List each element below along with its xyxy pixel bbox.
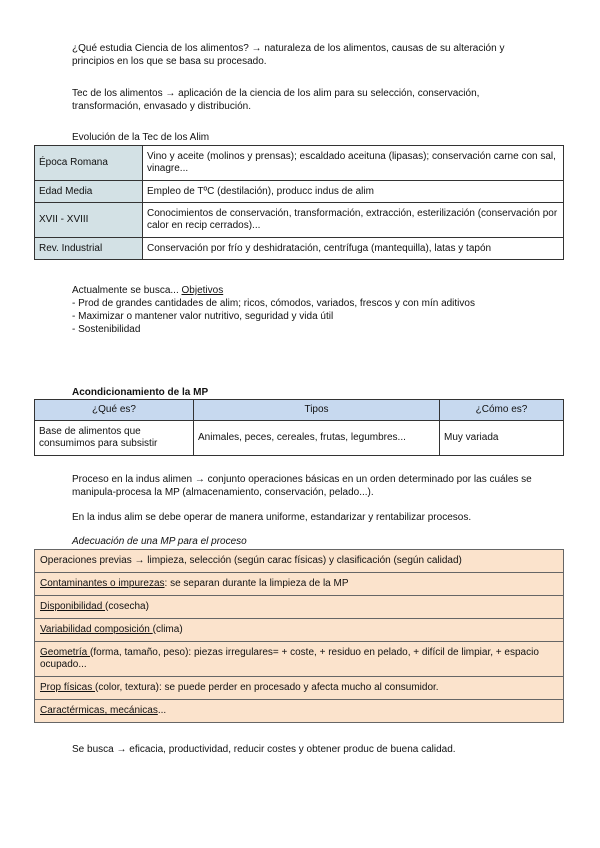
adecuacion-item: Variabilidad composición (clima) <box>35 619 564 642</box>
era-cell: Edad Media <box>35 181 143 203</box>
table-row <box>35 181 564 203</box>
goal-item: - Prod de grandes cantidades de alim; ricos, cómodos, variados, frescos y con mín aditivos <box>72 298 475 309</box>
era-description: Conocimientos de conservación, transformación, extracción, esterilización (conservación por calor en recip cerrados)... <box>143 203 564 238</box>
table-header-row <box>35 400 564 421</box>
mp-what-cell: Base de alimentos que consumimos para subsistir <box>35 421 194 456</box>
adecuacion-table <box>34 549 564 723</box>
era-cell: XVII - XVIII <box>35 203 143 238</box>
col-header-what: ¿Qué es? <box>35 400 194 421</box>
table-row <box>35 700 564 723</box>
era-cell: Rev. Industrial <box>35 238 143 260</box>
table-row <box>35 238 564 260</box>
era-description: Empleo de TºC (destilación), producc indus de alim <box>143 181 564 203</box>
mp-heading: Acondicionamiento de la MP <box>72 387 209 398</box>
intro-food-technology: Tec de los alimentos → aplicación de la ciencia de los alim para su selección, conservación, transformación, envasado y distribución. <box>72 88 480 112</box>
goal-item: - Sostenibilidad <box>72 324 141 335</box>
process-operation: En la indus alim se debe operar de manera uniforme, estandarizar y rentabilizar procesos. <box>72 512 472 523</box>
table-row <box>35 596 564 619</box>
table-row <box>35 573 564 596</box>
table-row <box>35 619 564 642</box>
era-description: Conservación por frío y deshidratación, centrífuga (mantequilla), latas y tapón <box>143 238 564 260</box>
adecuacion-item: Geometría (forma, tamaño, peso): piezas irregulares= + coste, + residuo en pelado, + difícil de limpiar, + espacio ocupado... <box>35 642 564 677</box>
adecuacion-caption: Adecuación de una MP para el proceso <box>72 536 247 547</box>
table-row <box>35 421 564 456</box>
table-row <box>35 677 564 700</box>
adecuacion-item: Caractérmicas, mecánicas... <box>35 700 564 723</box>
closing-statement: Se busca → eficacia, productividad, reducir costes y obtener produc de buena calidad. <box>72 744 456 755</box>
mp-types-cell: Animales, peces, cereales, frutas, legumbres... <box>194 421 440 456</box>
adecuacion-item: Prop físicas (color, textura): se puede perder en procesado y afecta mucho al consumidor. <box>35 677 564 700</box>
mp-how-cell: Muy variada <box>440 421 564 456</box>
evolution-caption: Evolución de la Tec de los Alim <box>72 132 210 143</box>
evolution-table <box>34 145 564 260</box>
adecuacion-item: Disponibilidad (cosecha) <box>35 596 564 619</box>
goals-block <box>72 284 542 336</box>
table-row <box>35 550 564 573</box>
col-header-types: Tipos <box>194 400 440 421</box>
goals-lead: Actualmente se busca... Objetivos <box>72 285 224 296</box>
table-row <box>35 146 564 181</box>
process-definition: Proceso en la indus alimen → conjunto operaciones básicas en un orden determinado por las cuáles se manipula-procesa la MP (almacenamiento, conservación, pelado...). <box>72 474 532 498</box>
era-description: Vino y aceite (molinos y prensas); escaldado aceituna (lipasas); conservación carne con sal, vinagre... <box>143 146 564 181</box>
table-row <box>35 203 564 238</box>
table-row <box>35 642 564 677</box>
adecuacion-item: Operaciones previas → limpieza, selección (según carac físicas) y clasificación (según calidad) <box>35 550 564 573</box>
intro-food-science: ¿Qué estudia Ciencia de los alimentos? → naturaleza de los alimentos, causas de su alteración y principios en los que se basa su procesado. <box>72 43 505 67</box>
mp-table <box>34 399 564 456</box>
goal-item: - Maximizar o mantener valor nutritivo, seguridad y vida útil <box>72 311 334 322</box>
era-cell: Época Romana <box>35 146 143 181</box>
adecuacion-item: Contaminantes o impurezas: se separan durante la limpieza de la MP <box>35 573 564 596</box>
goals-objectives-link: Objetivos <box>181 285 224 296</box>
col-header-how: ¿Cómo es? <box>440 400 564 421</box>
